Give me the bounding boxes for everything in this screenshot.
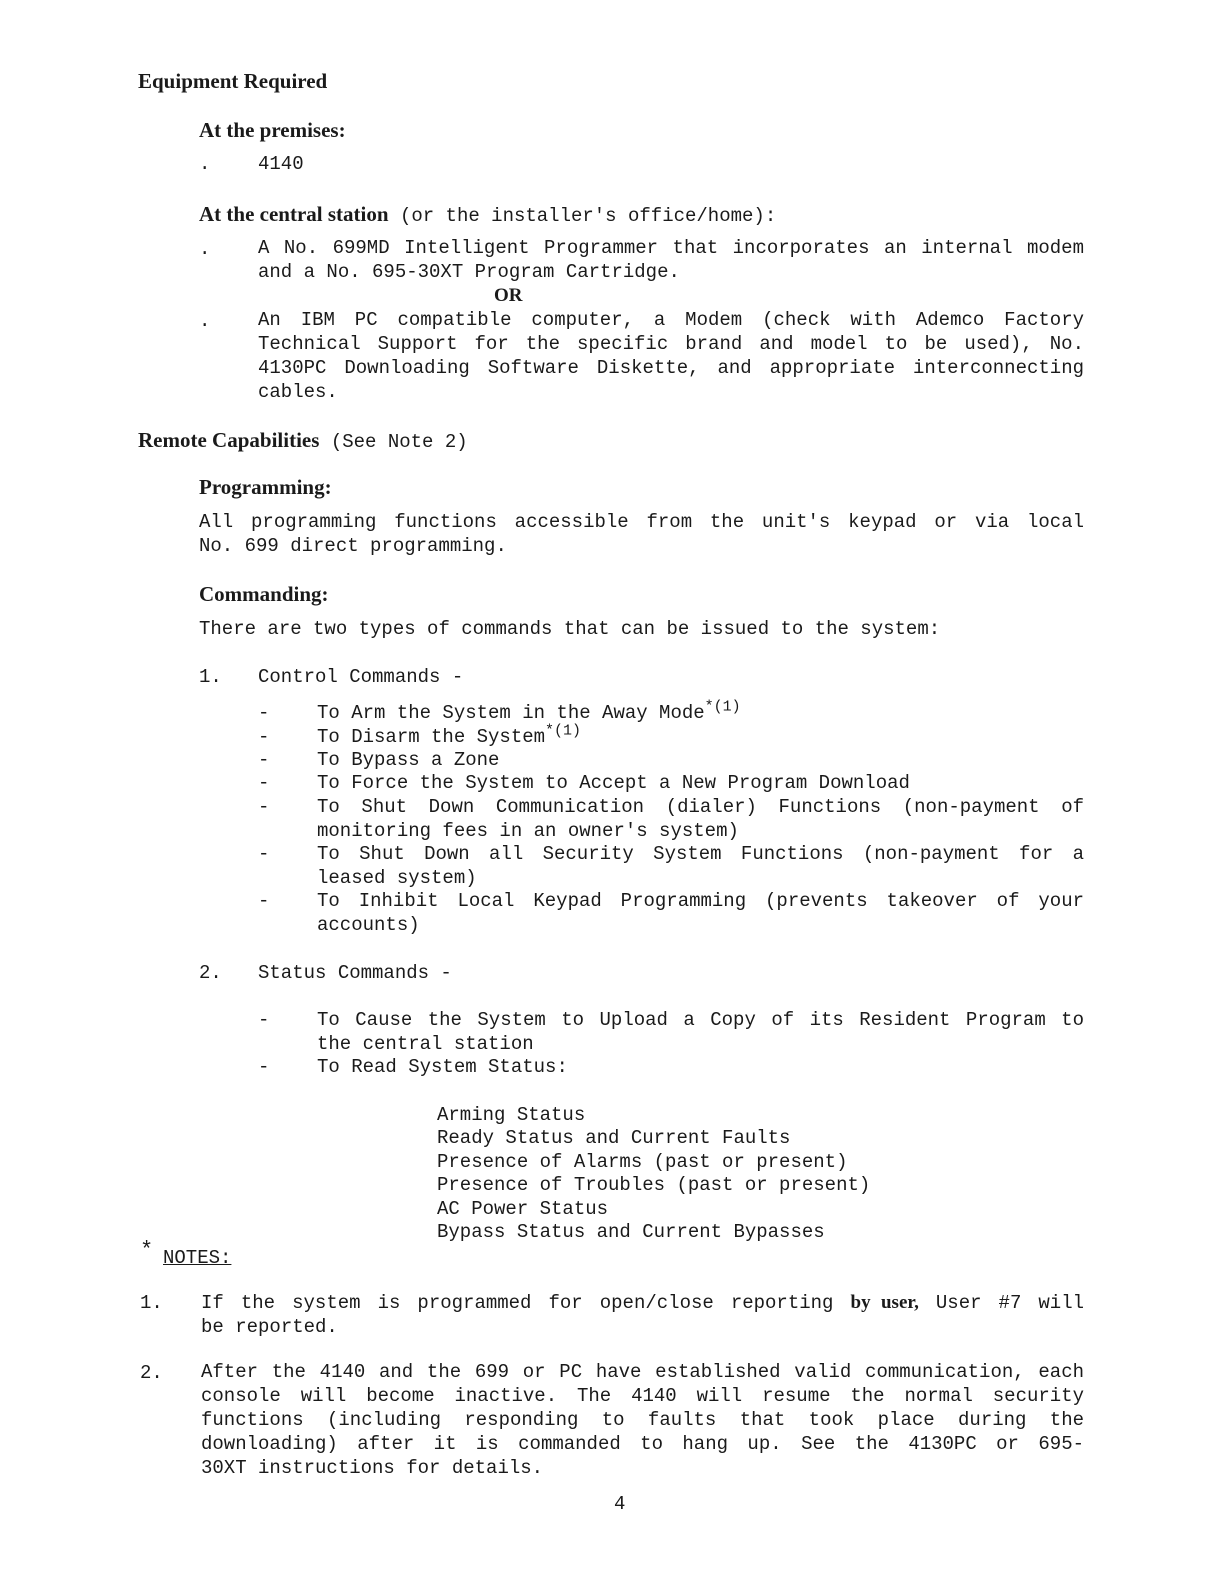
bullet1-line2: and a No. 695-30XT Program Cartridge. xyxy=(258,261,680,283)
note2-line: 30XT instructions for details. xyxy=(201,1457,544,1479)
note2-line: After the 4140 and the 699 or PC have established valid communication, each xyxy=(201,1361,1084,1383)
programming-line1: All programming functions accessible from the unit's keypad or via local xyxy=(199,511,1084,533)
status-number: 2. xyxy=(199,962,222,984)
control-label: Control Commands - xyxy=(258,666,464,688)
bullet2-line2: Technical Support for the specific brand and model to be used), No. xyxy=(258,333,1084,355)
bullet2-line1: An IBM PC compatible computer, a Modem (check with Ademco Factory xyxy=(258,309,1084,331)
control-item-cont: accounts) xyxy=(317,914,420,936)
central-heading-rest: (or the installer's office/home): xyxy=(399,205,777,227)
status-dash: - xyxy=(258,1009,270,1031)
bullet2-line4: cables. xyxy=(258,381,338,403)
note1-text-a: If the system is programmed for open/close reporting xyxy=(201,1292,834,1314)
premises-item: 4140 xyxy=(258,153,304,175)
status-dash: - xyxy=(258,1056,270,1078)
status-item: To Read System Status: xyxy=(317,1056,568,1078)
control-dash: - xyxy=(258,890,270,912)
control-item xyxy=(317,722,582,748)
central-heading: At the central station xyxy=(199,202,389,226)
status-list-item: Bypass Status and Current Bypasses xyxy=(437,1221,825,1243)
status-list-item: Arming Status xyxy=(437,1104,586,1126)
footnote-mark: *(1) xyxy=(704,698,741,716)
premises-heading: At the premises: xyxy=(199,118,346,142)
status-item-cont: the central station xyxy=(317,1033,534,1055)
control-dash: - xyxy=(258,726,270,748)
bullet1-marker: . xyxy=(199,238,211,260)
commanding-heading: Commanding: xyxy=(199,582,329,606)
note1-line1 xyxy=(201,1292,1084,1314)
control-dash: - xyxy=(258,749,270,771)
control-number: 1. xyxy=(199,666,222,688)
control-item: To Force the System to Accept a New Program Download xyxy=(317,772,910,794)
programming-heading: Programming: xyxy=(199,475,332,499)
control-dash: - xyxy=(258,702,270,724)
note2-line: downloading) after it is commanded to hang up. See the 4130PC or 695- xyxy=(201,1433,1084,1455)
bullet2-marker: . xyxy=(199,310,211,332)
control-item: To Shut Down Communication (dialer) Functions (non-payment of xyxy=(317,796,1084,818)
note2-line: functions (including responding to faults that took place during the xyxy=(201,1409,1084,1431)
status-list-item: Ready Status and Current Faults xyxy=(437,1127,791,1149)
status-list-item: Presence of Alarms (past or present) xyxy=(437,1151,848,1173)
commanding-intro: There are two types of commands that can be issued to the system: xyxy=(199,618,941,640)
status-item: To Cause the System to Upload a Copy of its Resident Program to xyxy=(317,1009,1084,1031)
bullet2-line3: 4130PC Downloading Software Diskette, and appropriate interconnecting xyxy=(258,357,1084,379)
page-number: 4 xyxy=(614,1493,626,1515)
equipment-heading: Equipment Required xyxy=(138,69,328,93)
control-item xyxy=(317,698,741,724)
note1-line2: be reported. xyxy=(201,1316,338,1338)
or-label: OR xyxy=(494,285,523,306)
premises-bullet: . xyxy=(199,153,211,175)
control-item-cont: monitoring fees in an owner's system) xyxy=(317,820,739,842)
note2-number: 2. xyxy=(140,1362,163,1384)
status-list-item: Presence of Troubles (past or present) xyxy=(437,1174,871,1196)
remote-heading: Remote Capabilities xyxy=(138,428,320,452)
remote-heading-rest: (See Note 2) xyxy=(330,431,468,453)
notes-star: * xyxy=(140,1238,154,1263)
programming-line2: No. 699 direct programming. xyxy=(199,535,507,557)
status-list-item: AC Power Status xyxy=(437,1198,609,1220)
control-item-cont: leased system) xyxy=(317,867,477,889)
control-item-text: To Disarm the System xyxy=(317,726,546,748)
note2-line: console will become inactive. The 4140 will resume the normal security xyxy=(201,1385,1084,1407)
footnote-mark: *(1) xyxy=(545,722,582,740)
control-dash: - xyxy=(258,796,270,818)
control-dash: - xyxy=(258,843,270,865)
note1-number: 1. xyxy=(140,1292,163,1314)
control-item-text: To Arm the System in the Away Mode xyxy=(317,702,705,724)
control-dash: - xyxy=(258,772,270,794)
note1-text-c: User #7 will xyxy=(935,1292,1085,1314)
status-label: Status Commands - xyxy=(258,962,452,984)
central-station-line xyxy=(199,202,776,227)
notes-heading: NOTES: xyxy=(163,1247,232,1269)
remote-heading-line xyxy=(138,428,468,453)
control-item: To Shut Down all Security System Functions (non-payment for a xyxy=(317,843,1084,865)
bullet1-line1: A No. 699MD Intelligent Programmer that incorporates an internal modem xyxy=(258,237,1084,259)
control-item: To Inhibit Local Keypad Programming (prevents takeover of your xyxy=(317,890,1084,912)
control-item: To Bypass a Zone xyxy=(317,749,500,771)
note1-text-bold: by user, xyxy=(850,1292,919,1313)
